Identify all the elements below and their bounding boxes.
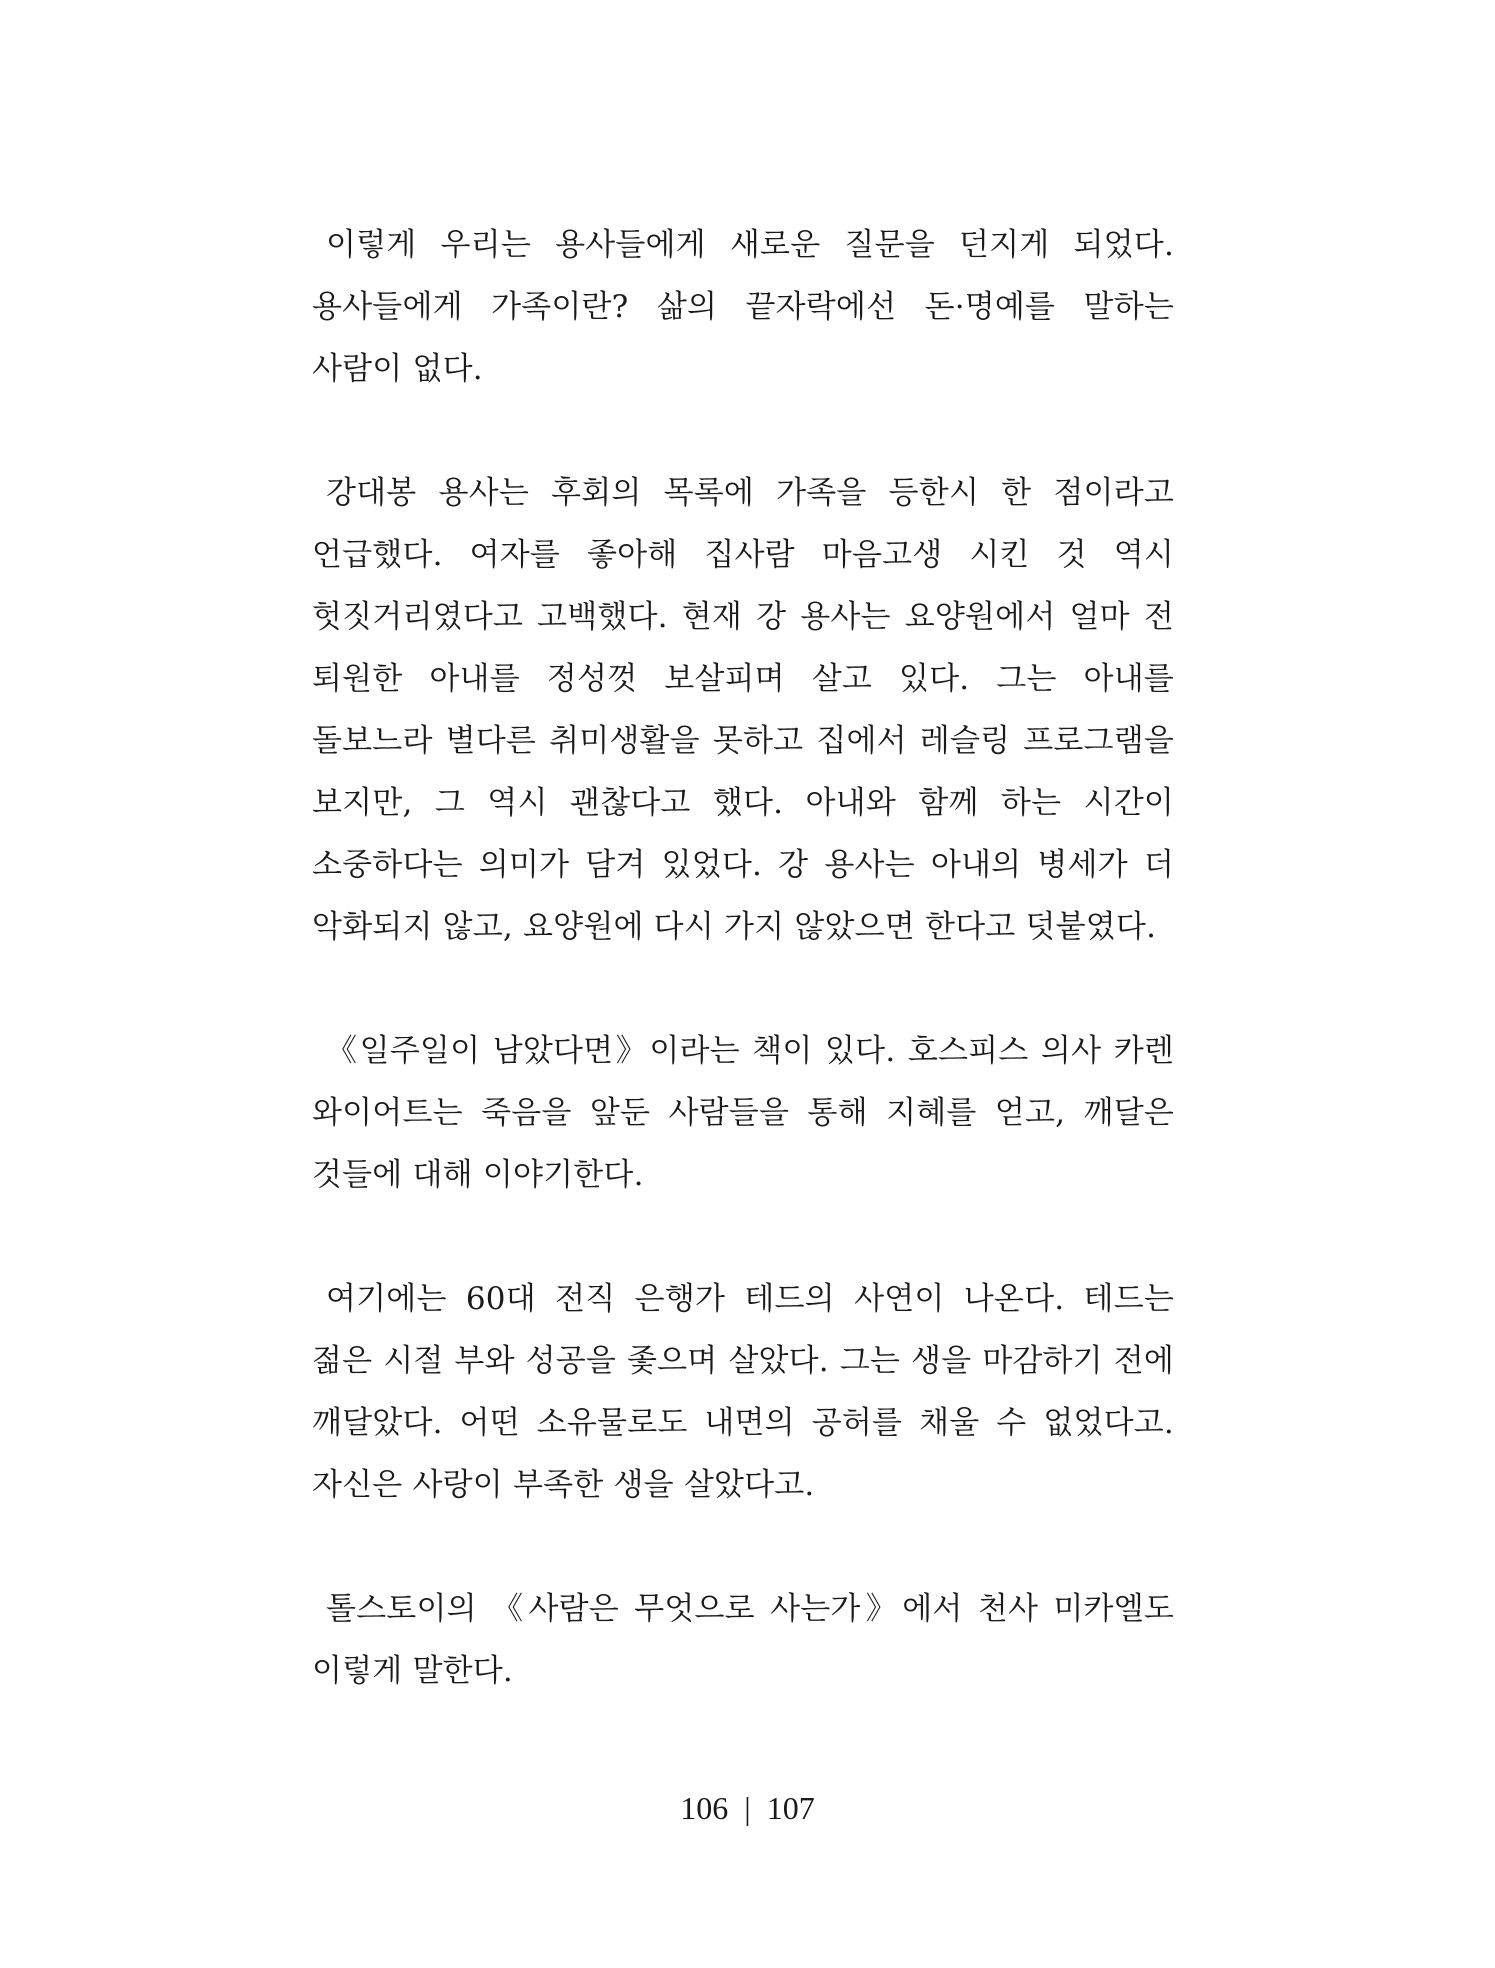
paragraph-5: 톨스토이의 《사람은 무엇으로 사는가》에서 천사 미카엘도 이렇게 말한다. xyxy=(312,1591,1174,1689)
page-numbers xyxy=(0,1790,1495,1827)
page-separator: | xyxy=(744,1790,751,1826)
paragraph-4: 여기에는 60대 전직 은행가 테드의 사연이 나온다. 테드는 젊은 시절 부와 성공을 좇으며 살았다. 그는 생을 마감하기 전에 깨달았다. 어떤 소유물로도 내면의 공허를 채울 수 없었다고. 자신은 사랑이 부족한 생을 살았다고. xyxy=(312,1281,1174,1503)
paragraph-3: 《일주일이 남았다면》이라는 책이 있다. 호스피스 의사 카렌 와이어트는 죽음을 앞둔 사람들을 통해 지혜를 얻고, 깨달은 것들에 대해 이야기한다. xyxy=(312,1033,1174,1193)
body-text xyxy=(312,214,1174,1764)
left-page-number: 106 xyxy=(680,1790,729,1826)
paragraph-1: 이렇게 우리는 용사들에게 새로운 질문을 던지게 되었다. 용사들에게 가족이란? 삶의 끝자락에선 돈·명예를 말하는 사람이 없다. xyxy=(312,227,1174,387)
right-page-number: 107 xyxy=(766,1790,815,1826)
paragraph-2: 강대봉 용사는 후회의 목록에 가족을 등한시 한 점이라고 언급했다. 여자를 좋아해 집사람 마음고생 시킨 것 역시 헛짓거리였다고 고백했다. 현재 강 용사는 요양원에서 얼마 전 퇴원한 아내를 정성껏 보살피며 살고 있다. 그는 아내를 돌보느라 별다른 취미생활을 못하고 집에서 레슬링 프로그램을 보지만, 그 역시 괜찮다고 했다. 아내와 함께 하는 시간이 소중하다는 의미가 담겨 있었다. 강 용사는 아내의 병세가 더 악화되지 않고, 요양원에 다시 가지 않았으면 한다고 덧붙였다. xyxy=(312,475,1174,945)
